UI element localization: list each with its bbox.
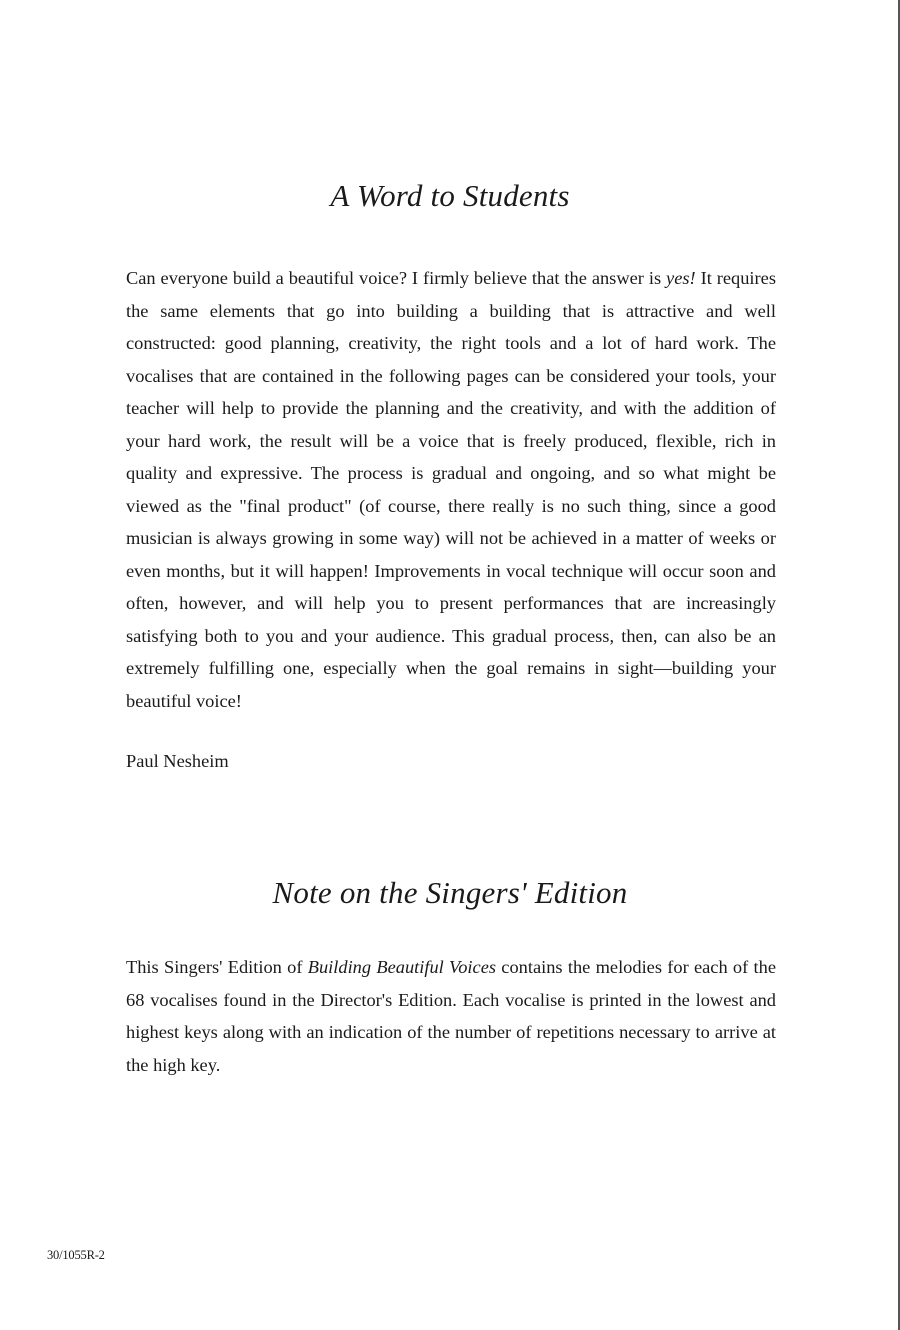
paragraph-text-start: This Singers' Edition of bbox=[126, 957, 308, 977]
paragraph-emphasis: yes! bbox=[666, 268, 696, 288]
section-title-singers-edition: Note on the Singers' Edition bbox=[272, 875, 628, 910]
word-to-students-paragraph bbox=[126, 262, 776, 717]
paragraph-text-rest: It requires the same elements that go into building a building that is attractive and well constructed: good planning, creativity, the right tools and a lot of hard work. The vocalises that are contained in the following pages can be considered your tools, your teacher will help to provide the planning and the creativity, and with the addition of your hard work, the result will be a voice that is freely produced, flexible, rich in quality and expressive. The process is gradual and ongoing, and so what might be viewed as the "final product" (of course, there really is no such thing, since a good musician is always growing in some way) will not be achieved in a matter of weeks or even months, but it will happen! Improvements in vocal technique will occur soon and often, however, and will help you to present performances that are increasingly satisfying both to you and your audience. This gradual process, then, can also be an extremely fulfilling one, especially when the goal remains in sight—building your beautiful voice! bbox=[126, 268, 776, 711]
section-title-word-to-students: A Word to Students bbox=[330, 178, 570, 213]
paragraph-text-rest: contains the melodies for each of the 68 vocalises found in the Director's Edition. Each vocalise is printed in the lowest and highest keys along with an indication of the number of repetitions necessary to arrive at the high key. bbox=[126, 957, 776, 1075]
catalog-code: 30/1055R-2 bbox=[47, 1248, 105, 1262]
book-title-emphasis: Building Beautiful Voices bbox=[307, 957, 497, 977]
paragraph-text-start: Can everyone build a beautiful voice? I firmly believe that the answer is bbox=[126, 268, 667, 288]
author-signature: Paul Nesheim bbox=[126, 751, 229, 771]
singers-edition-paragraph bbox=[126, 951, 776, 1081]
